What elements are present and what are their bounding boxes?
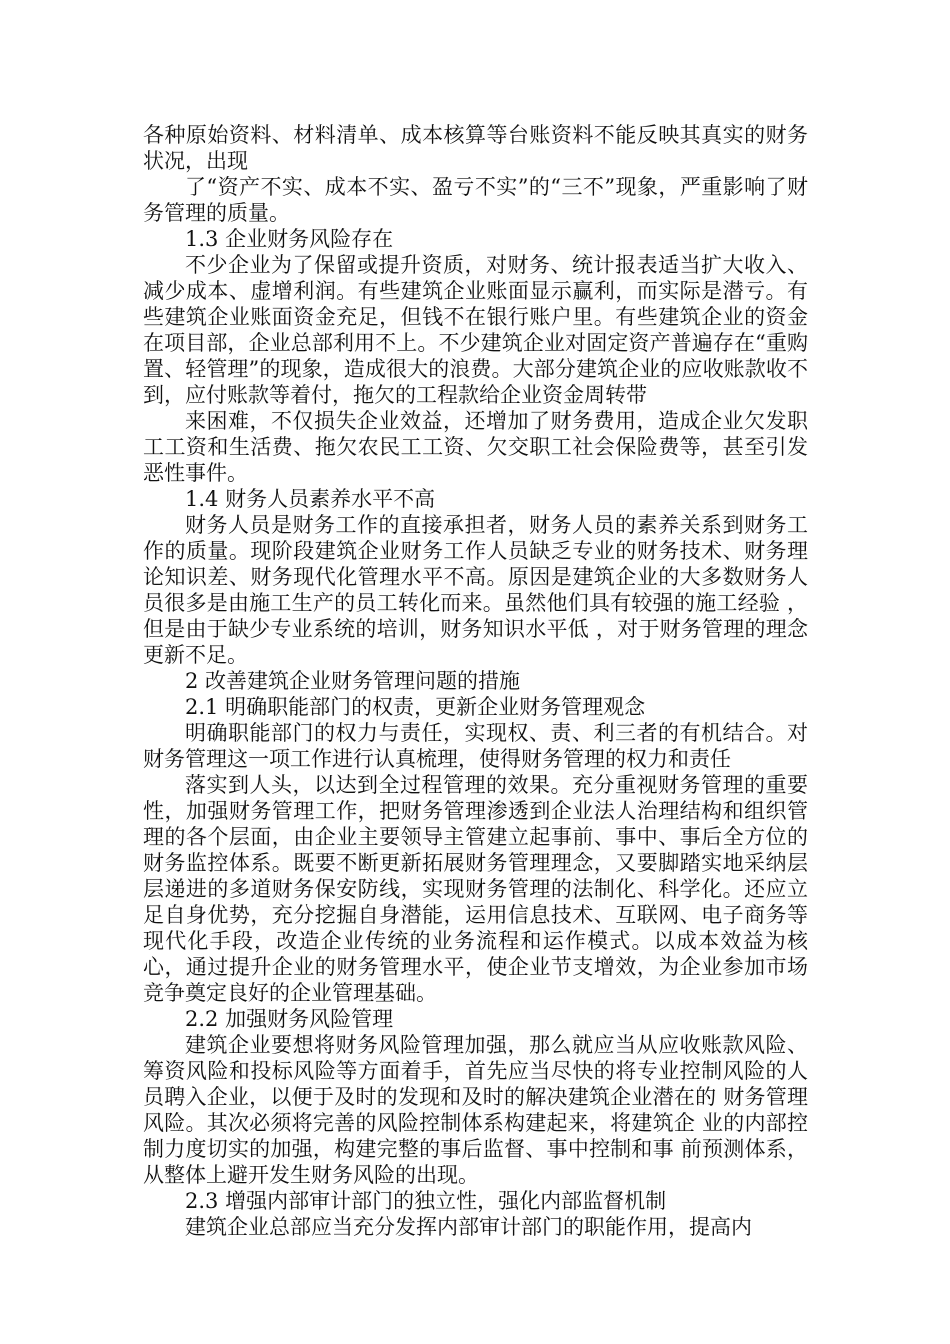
paragraph: 了“资产不实、成本不实、盈亏不实”的“三不”现象，严重影响了财务管理的质量。 [143, 175, 808, 225]
document-body [143, 122, 808, 1240]
paragraph: 各种原始资料、材料清单、成本核算等台账资料不能反映其真实的财务状况，出现 [143, 123, 808, 173]
chapter-heading: 2 改善建筑企业财务管理问题的措施 [185, 669, 521, 693]
paragraph: 落实到人头，以达到全过程管理的效果。充分重视财务管理的重要性，加强财务管理工作，把财务管理渗透到企业法人治理结构和组织管理的各个层面，由企业主要领导主管建立起事前、事中、事后全方位的财务监控体系。既要不断更新拓展财务管理理念，又要脚踏实地采纳层层递进的多道财务保安防线，实现财务管理的法制化、科学化。还应立足自身优势，充分挖掘自身潜能，运用信息技术、互联网、电子商务等现代化手段，改造企业传统的业务流程和运作模式。以成本效益为核心，通过提升企业的财务管理水平，使企业节支增效，为企业参加市场竞争奠定良好的企业管理基础。 [143, 773, 808, 1005]
paragraph: 财务人员是财务工作的直接承担者，财务人员的素养关系到财务工作的质量。现阶段建筑企业财务工作人员缺乏专业的财务技术、财务理论知识差、财务现代化管理水平不高。原因是建筑企业的大多数财务人员很多是由施工生产的员工转化而来。虽然他们具有较强的施工经验 ，但是由于缺少专业系统的培训，财务知识水平低 ，对于财务管理的理念更新不足。 [143, 513, 808, 667]
paragraph: 不少企业为了保留或提升资质，对财务、统计报表适当扩大收入、减少成本、虚增利润。有些建筑企业账面显示赢利，而实际是潜亏。有些建筑企业账面资金充足，但钱不在银行账户里。有些建筑企业的资金在项目部，企业总部利用不上。不少建筑企业对固定资产普遍存在“重购置、轻管理”的现象，造成很大的浪费。大部分建筑企业的应收账款收不到，应付账款等着付，拖欠的工程款给企业资金周转带 [143, 253, 808, 407]
paragraph: 建筑企业总部应当充分发挥内部审计部门的职能作用，提高内 [185, 1215, 752, 1239]
paragraph: 建筑企业要想将财务风险管理加强，那么就应当从应收账款风险、筹资风险和投标风险等方面着手，首先应当尽快的将专业控制风险的人员聘入企业，以便于及时的发现和及时的解决建筑企业潜在的 财务管理风险。其次必须将完善的风险控制体系构建起来，将建筑企 业的内部控制力度切实的加强，构建完整的事后监督、事中控制和事 前预测体系，从整体上避开发生财务风险的出现。 [143, 1033, 808, 1187]
section-heading: 2.3 增强内部审计部门的独立性，强化内部监督机制 [185, 1189, 667, 1213]
section-heading: 1.4 财务人员素养水平不高 [185, 487, 436, 511]
section-heading: 2.1 明确职能部门的权责，更新企业财务管理观念 [185, 695, 646, 719]
section-heading: 1.3 企业财务风险存在 [185, 227, 394, 251]
section-heading: 2.2 加强财务风险管理 [185, 1007, 394, 1031]
paragraph: 来困难，不仅损失企业效益，还增加了财务费用，造成企业欠发职工工资和生活费、拖欠农民工工资、欠交职工社会保险费等，甚至引发恶性事件。 [143, 409, 808, 485]
paragraph: 明确职能部门的权力与责任，实现权、责、利三者的有机结合。对财务管理这一项工作进行认真梳理，使得财务管理的权力和责任 [143, 721, 808, 771]
